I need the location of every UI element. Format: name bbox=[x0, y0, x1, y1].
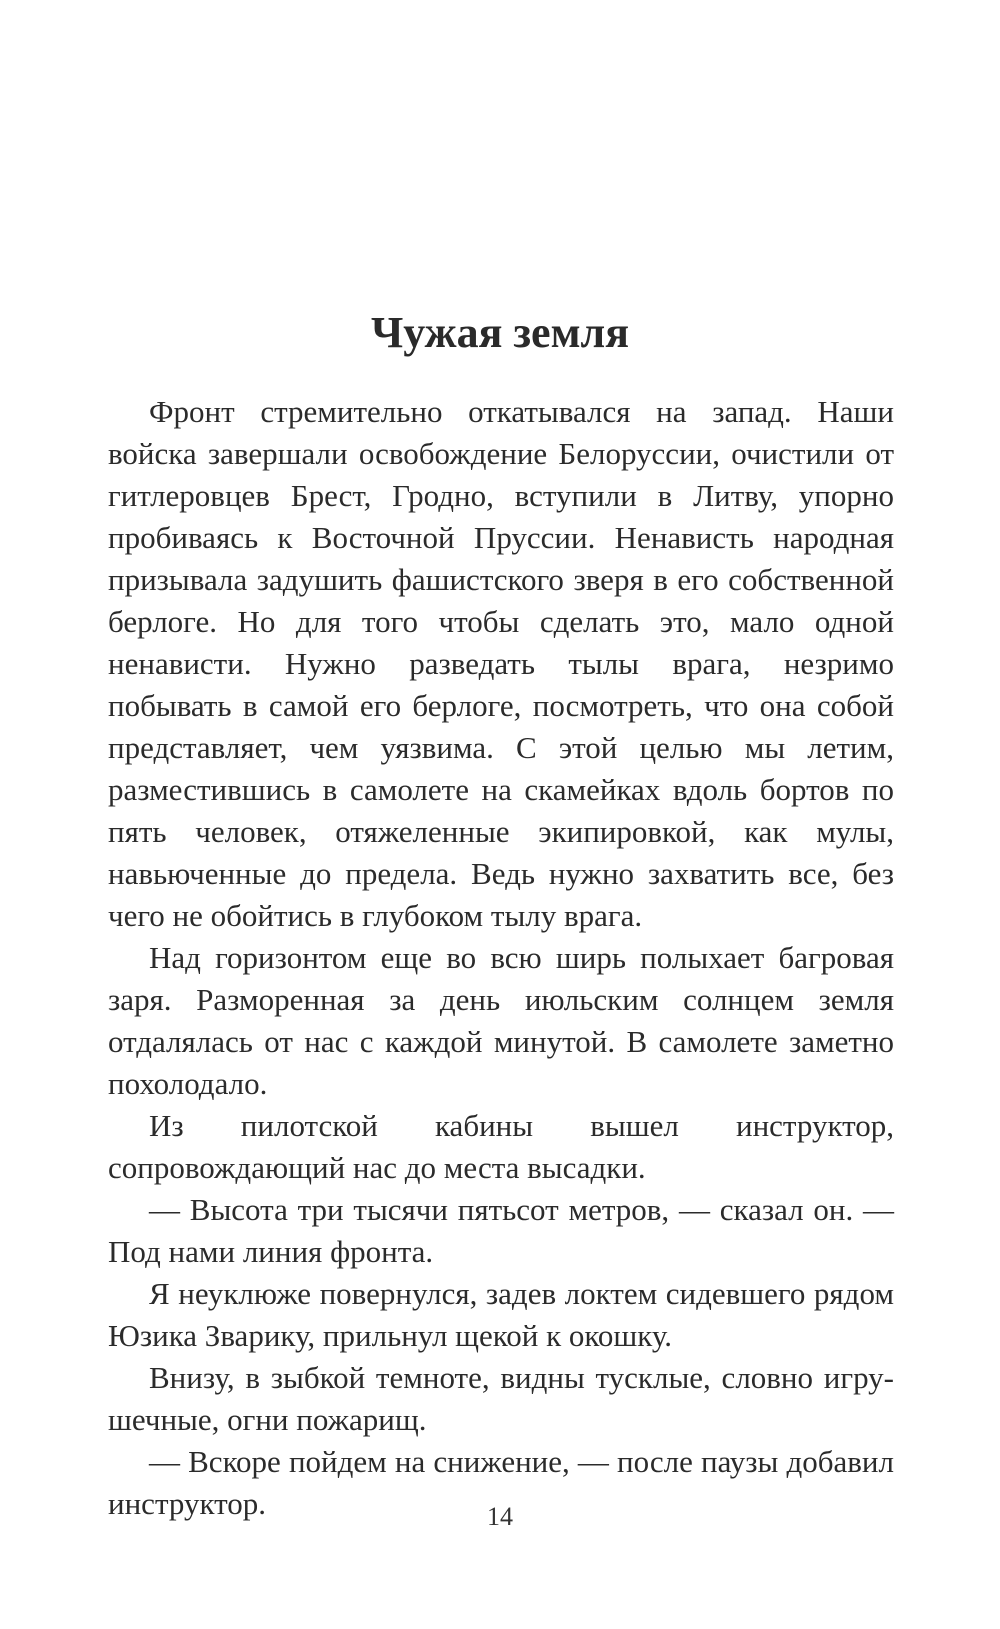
chapter-title: Чужая земля bbox=[370, 308, 630, 357]
paragraph: Я неуклюже повернулся, задев локтем сидевшего рядом Юзика Зварику, прильнул щекой к окошку. bbox=[108, 1276, 894, 1353]
paragraph: Из пилотской кабины вышел инструктор, сопровождающий нас до места высадки. bbox=[108, 1108, 894, 1185]
page-number: 14 bbox=[487, 1502, 513, 1531]
body-text bbox=[108, 391, 894, 1525]
paragraph: Фронт стремительно откатывался на запад. Наши войска завершали освобождение Белоруссии, очистили от гитлеровцев Брест, Гродно, вступили в Литву, упорно пробиваясь к Восточной Пруссии. Ненависть народная призывала задушить фашистского зверя в его собственной берлоге. Но для того чтобы сделать это, мало одной ненависти. Нужно разведать тылы врага, незримо побывать в самой его берлоге, посмотреть, что она собой представляет, чем уязвима. С этой целью мы летим, разместившись в самолете на скамейках вдоль бортов по пять человек, отяжеленные экипировкой, как мулы, навьюченные до предела. Ведь нужно захватить все, без чего не обойтись в глубоком тылу врага. bbox=[108, 394, 894, 933]
paragraph: — Вскоре пойдем на снижение, — после паузы добавил инструктор. bbox=[108, 1444, 894, 1521]
paragraph: Над горизонтом еще во всю ширь полыхает багровая заря. Разморенная за день июльским солнцем земля отдалялась от нас с каждой минутой. В самолете заметно похолодало. bbox=[108, 940, 894, 1101]
paragraph: — Высота три тысячи пятьсот метров, — сказал он. — Под нами линия фронта. bbox=[108, 1192, 894, 1269]
paragraph: Внизу, в зыбкой темноте, видны тусклые, словно игрушечные, огни пожарищ. bbox=[108, 1360, 894, 1437]
